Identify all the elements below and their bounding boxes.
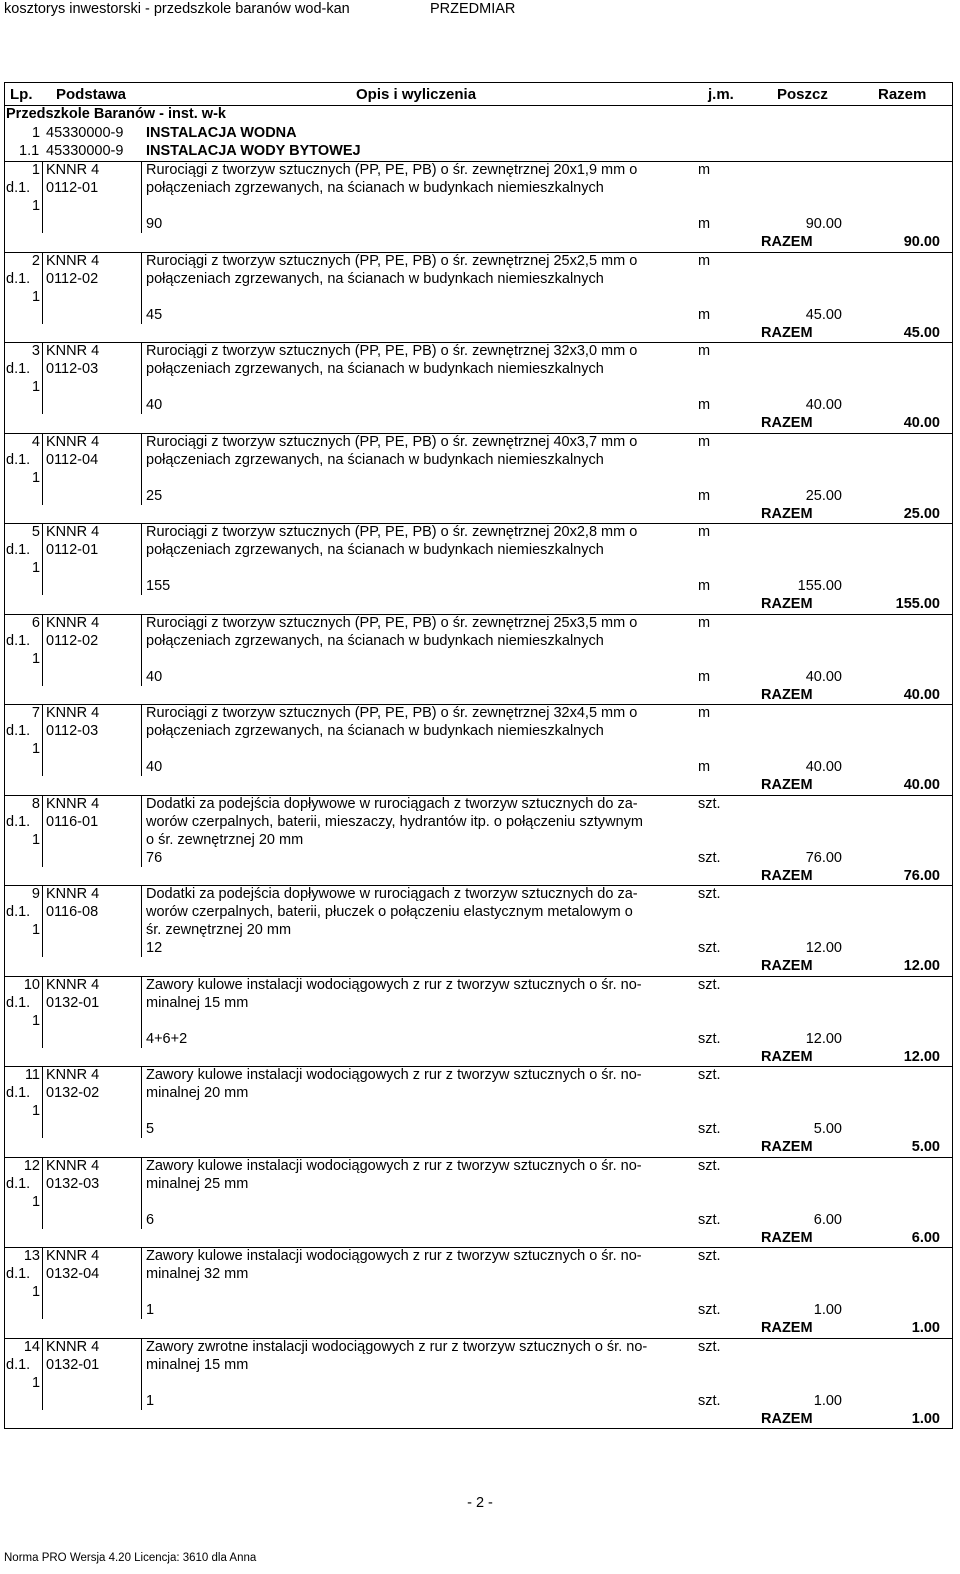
item-lp: 1: [31, 162, 40, 178]
item-unit: m: [698, 615, 711, 631]
item-code: 0116-08: [46, 904, 99, 920]
col-divider: [141, 523, 142, 595]
col-divider: [141, 1066, 142, 1138]
item-row: [4, 1158, 952, 1248]
item-calculation: 6: [146, 1212, 155, 1228]
item-code: 0112-03: [46, 723, 99, 739]
item-row: [4, 1339, 952, 1429]
item-catalog: KNNR 4: [46, 1067, 100, 1083]
item-description-line2: minalnej 15 mm: [146, 1357, 249, 1373]
item-description-line3: śr. zewnętrznej 20 mm: [146, 922, 292, 938]
item-unit: szt.: [698, 886, 721, 902]
razem-label: RAZEM: [761, 1230, 813, 1246]
col-jm: j.m.: [708, 86, 734, 103]
item-poszcz: 76.00: [805, 850, 842, 866]
item-catalog: KNNR 4: [46, 886, 100, 902]
item-unit: szt.: [698, 977, 721, 993]
item-calculation: 1: [146, 1393, 155, 1409]
item-unit: m: [698, 253, 711, 269]
item-d: d.1.: [6, 452, 31, 468]
col-divider: [42, 342, 43, 414]
col-divider: [141, 976, 142, 1048]
item-description-line2: połączeniach zgrzewanych, na ścianach w budynkach niemieszkalnych: [146, 723, 604, 739]
col-divider: [141, 342, 142, 414]
table-header: [4, 82, 952, 106]
col-divider: [141, 704, 142, 776]
col-divider: [42, 614, 43, 686]
razem-label: RAZEM: [761, 1139, 813, 1155]
item-description-line2: worów czerpalnych, baterii, płuczek o połączeniu elastycznym metalowym o: [146, 904, 633, 920]
item-description-line2: połączeniach zgrzewanych, na ścianach w budynkach niemieszkalnych: [146, 542, 604, 558]
item-row: [4, 434, 952, 524]
item-sub: 1: [32, 560, 41, 576]
item-d: d.1.: [6, 904, 31, 920]
item-sub: 1: [32, 379, 41, 395]
item-row: [4, 162, 952, 252]
item-row: [4, 705, 952, 795]
item-catalog: KNNR 4: [46, 1158, 100, 1174]
item-d: d.1.: [6, 723, 31, 739]
subchapter-name: INSTALACJA WODY BYTOWEJ: [146, 143, 361, 159]
item-calculation: 45: [146, 307, 163, 323]
col-divider: [42, 523, 43, 595]
item-razem: 40.00: [903, 777, 940, 793]
item-description-line1: Zawory kulowe instalacji wodociągowych z rur z tworzyw sztucznych o śr. no-: [146, 977, 642, 993]
razem-label: RAZEM: [761, 325, 813, 341]
item-razem: 12.00: [903, 1049, 940, 1065]
col-divider: [42, 1157, 43, 1229]
col-divider: [141, 1338, 142, 1410]
col-divider: [141, 433, 142, 505]
item-razem: 5.00: [911, 1139, 940, 1155]
subchapter-row: [4, 143, 952, 162]
item-description-line2: minalnej 32 mm: [146, 1266, 249, 1282]
item-description-line1: Rurociągi z tworzyw sztucznych (PP, PE, PB) o śr. zewnętrznej 20x1,9 mm o: [146, 162, 638, 178]
razem-label: RAZEM: [761, 1049, 813, 1065]
razem-label: RAZEM: [761, 1411, 813, 1427]
item-row: [4, 253, 952, 343]
item-row: [4, 1248, 952, 1338]
item-calculation: 40: [146, 397, 163, 413]
item-catalog: KNNR 4: [46, 615, 100, 631]
item-lp: 8: [31, 796, 40, 812]
chapter-number: 1: [32, 125, 41, 141]
razem-label: RAZEM: [761, 1320, 813, 1336]
item-code: 0132-01: [46, 1357, 100, 1373]
item-unit: m: [698, 162, 711, 178]
razem-label: RAZEM: [761, 506, 813, 522]
col-divider: [141, 614, 142, 686]
item-row: [4, 977, 952, 1067]
item-calc-unit: m: [698, 488, 711, 504]
item-unit: szt.: [698, 1248, 721, 1264]
col-lp: Lp.: [10, 86, 33, 103]
item-calculation: 40: [146, 669, 163, 685]
chapter-row: [4, 125, 952, 144]
razem-label: RAZEM: [761, 596, 813, 612]
item-catalog: KNNR 4: [46, 1248, 100, 1264]
col-divider: [42, 704, 43, 776]
item-code: 0112-01: [46, 542, 99, 558]
item-lp: 6: [31, 615, 40, 631]
item-description-line1: Rurociągi z tworzyw sztucznych (PP, PE, PB) o śr. zewnętrznej 40x3,7 mm o: [146, 434, 638, 450]
item-sub: 1: [32, 1284, 41, 1300]
item-calculation: 1: [146, 1302, 155, 1318]
item-description-line2: połączeniach zgrzewanych, na ścianach w budynkach niemieszkalnych: [146, 361, 604, 377]
item-code: 0132-03: [46, 1176, 100, 1192]
item-poszcz: 5.00: [813, 1121, 842, 1137]
item-calc-unit: szt.: [698, 1212, 721, 1228]
item-calc-unit: szt.: [698, 1302, 721, 1318]
item-d: d.1.: [6, 995, 31, 1011]
item-calculation: 76: [146, 850, 163, 866]
item-code: 0132-02: [46, 1085, 100, 1101]
item-code: 0132-04: [46, 1266, 100, 1282]
item-code: 0112-02: [46, 633, 99, 649]
item-catalog: KNNR 4: [46, 253, 100, 269]
item-code: 0116-01: [46, 814, 99, 830]
item-d: d.1.: [6, 633, 31, 649]
item-razem: 76.00: [903, 868, 940, 884]
col-razem: Razem: [878, 86, 927, 103]
page-number: - 2 -: [467, 1495, 493, 1511]
item-poszcz: 40.00: [805, 669, 842, 685]
col-divider: [42, 252, 43, 324]
item-calculation: 40: [146, 759, 163, 775]
item-code: 0132-01: [46, 995, 100, 1011]
item-calc-unit: szt.: [698, 1121, 721, 1137]
item-lp: 11: [24, 1067, 40, 1083]
item-description-line2: połączeniach zgrzewanych, na ścianach w budynkach niemieszkalnych: [146, 452, 604, 468]
item-sub: 1: [32, 741, 41, 757]
item-razem: 1.00: [911, 1320, 940, 1336]
item-calc-unit: szt.: [698, 940, 721, 956]
item-poszcz: 90.00: [805, 216, 842, 232]
item-calculation: 25: [146, 488, 163, 504]
item-description-line1: Zawory kulowe instalacji wodociągowych z rur z tworzyw sztucznych o śr. no-: [146, 1158, 642, 1174]
item-description-line1: Zawory kulowe instalacji wodociągowych z rur z tworzyw sztucznych o śr. no-: [146, 1067, 642, 1083]
item-poszcz: 6.00: [813, 1212, 842, 1228]
col-poszcz: Poszcz: [777, 86, 828, 103]
item-description-line2: minalnej 20 mm: [146, 1085, 249, 1101]
item-poszcz: 1.00: [813, 1302, 842, 1318]
item-row: [4, 796, 952, 886]
item-description-line1: Rurociągi z tworzyw sztucznych (PP, PE, PB) o śr. zewnętrznej 32x4,5 mm o: [146, 705, 638, 721]
item-code: 0112-04: [46, 452, 99, 468]
col-divider: [42, 795, 43, 867]
item-catalog: KNNR 4: [46, 1339, 100, 1355]
item-code: 0112-02: [46, 271, 99, 287]
item-sub: 1: [32, 1103, 41, 1119]
item-description-line1: Zawory zwrotne instalacji wodociągowych z rur z tworzyw sztucznych o śr. no-: [146, 1339, 648, 1355]
item-calculation: 4+6+2: [146, 1031, 188, 1047]
item-catalog: KNNR 4: [46, 796, 100, 812]
item-unit: szt.: [698, 1158, 721, 1174]
item-lp: 9: [31, 886, 40, 902]
item-sub: 1: [32, 1194, 41, 1210]
item-catalog: KNNR 4: [46, 343, 100, 359]
col-divider: [42, 1338, 43, 1410]
item-row: [4, 615, 952, 705]
razem-label: RAZEM: [761, 687, 813, 703]
software-footer: Norma PRO Wersja 4.20 Licencja: 3610 dla Anna: [4, 1552, 257, 1564]
item-description-line2: połączeniach zgrzewanych, na ścianach w budynkach niemieszkalnych: [146, 271, 604, 287]
col-divider: [42, 161, 43, 233]
item-d: d.1.: [6, 1085, 31, 1101]
item-unit: szt.: [698, 1339, 721, 1355]
item-code: 0112-01: [46, 180, 99, 196]
table-bottom-border: [4, 1428, 952, 1429]
item-calc-unit: szt.: [698, 1393, 721, 1409]
item-calculation: 155: [146, 578, 171, 594]
item-sub: 1: [32, 289, 41, 305]
item-row: [4, 524, 952, 614]
table-right-border: [952, 82, 953, 1429]
item-unit: m: [698, 524, 711, 540]
item-row: [4, 1067, 952, 1157]
item-d: d.1.: [6, 1266, 31, 1282]
item-code: 0112-03: [46, 361, 99, 377]
item-lp: 14: [23, 1339, 40, 1355]
item-calc-unit: szt.: [698, 850, 721, 866]
subchapter-number: 1.1: [19, 143, 40, 159]
document-title: kosztorys inwestorski - przedszkole baranów wod-kan: [4, 1, 350, 17]
item-poszcz: 45.00: [805, 307, 842, 323]
razem-label: RAZEM: [761, 777, 813, 793]
razem-label: RAZEM: [761, 234, 813, 250]
item-razem: 45.00: [903, 325, 940, 341]
item-calc-unit: m: [698, 669, 711, 685]
razem-label: RAZEM: [761, 958, 813, 974]
item-row: [4, 886, 952, 976]
col-divider: [42, 1066, 43, 1138]
subchapter-code: 45330000-9: [46, 143, 124, 159]
item-d: d.1.: [6, 542, 31, 558]
page-header: [0, 0, 960, 18]
item-unit: szt.: [698, 1067, 721, 1083]
item-d: d.1.: [6, 180, 31, 196]
item-calc-unit: m: [698, 759, 711, 775]
item-description-line1: Rurociągi z tworzyw sztucznych (PP, PE, PB) o śr. zewnętrznej 20x2,8 mm o: [146, 524, 638, 540]
item-lp: 10: [23, 977, 40, 993]
col-divider: [141, 161, 142, 233]
item-lp: 2: [31, 253, 40, 269]
item-calc-unit: szt.: [698, 1031, 721, 1047]
col-divider: [42, 433, 43, 505]
item-calc-unit: m: [698, 578, 711, 594]
item-catalog: KNNR 4: [46, 524, 100, 540]
item-d: d.1.: [6, 814, 31, 830]
item-razem: 90.00: [903, 234, 940, 250]
section-title-row: [4, 106, 952, 125]
col-divider: [141, 795, 142, 867]
item-description-line2: minalnej 25 mm: [146, 1176, 249, 1192]
item-lp: 3: [31, 343, 40, 359]
item-razem: 40.00: [903, 415, 940, 431]
item-poszcz: 40.00: [805, 397, 842, 413]
item-catalog: KNNR 4: [46, 705, 100, 721]
item-unit: m: [698, 434, 711, 450]
item-sub: 1: [32, 922, 41, 938]
item-poszcz: 12.00: [805, 940, 842, 956]
item-poszcz: 40.00: [805, 759, 842, 775]
item-calculation: 90: [146, 216, 163, 232]
col-podstawa: Podstawa: [56, 86, 127, 103]
item-calculation: 5: [146, 1121, 155, 1137]
item-calc-unit: m: [698, 397, 711, 413]
item-sub: 1: [32, 1375, 41, 1391]
col-divider: [141, 1157, 142, 1229]
item-lp: 5: [31, 524, 40, 540]
item-calculation: 12: [146, 940, 163, 956]
item-catalog: KNNR 4: [46, 162, 100, 178]
col-divider: [141, 1247, 142, 1319]
item-description-line1: Rurociągi z tworzyw sztucznych (PP, PE, PB) o śr. zewnętrznej 32x3,0 mm o: [146, 343, 638, 359]
item-razem: 1.00: [911, 1411, 940, 1427]
item-description-line2: połączeniach zgrzewanych, na ścianach w budynkach niemieszkalnych: [146, 633, 604, 649]
col-opis: Opis i wyliczenia: [356, 86, 477, 103]
item-unit: szt.: [698, 796, 721, 812]
item-row: [4, 343, 952, 433]
col-divider: [42, 1247, 43, 1319]
item-description-line1: Dodatki za podejścia dopływowe w rurociągach z tworzyw sztucznych do za-: [146, 796, 638, 812]
item-calc-unit: m: [698, 216, 711, 232]
item-razem: 6.00: [911, 1230, 940, 1246]
item-d: d.1.: [6, 1176, 31, 1192]
item-catalog: KNNR 4: [46, 434, 100, 450]
item-d: d.1.: [6, 1357, 31, 1373]
item-unit: m: [698, 343, 711, 359]
item-lp: 4: [31, 434, 40, 450]
item-unit: m: [698, 705, 711, 721]
item-description-line2: połączeniach zgrzewanych, na ścianach w budynkach niemieszkalnych: [146, 180, 604, 196]
document-type: PRZEDMIAR: [430, 1, 516, 17]
chapter-name: INSTALACJA WODNA: [146, 125, 297, 141]
item-calc-unit: m: [698, 307, 711, 323]
razem-label: RAZEM: [761, 415, 813, 431]
item-sub: 1: [32, 651, 41, 667]
col-divider: [42, 885, 43, 957]
item-razem: 155.00: [895, 596, 940, 612]
item-description-line1: Dodatki za podejścia dopływowe w rurociągach z tworzyw sztucznych do za-: [146, 886, 638, 902]
item-lp: 12: [23, 1158, 40, 1174]
item-description-line1: Rurociągi z tworzyw sztucznych (PP, PE, PB) o śr. zewnętrznej 25x2,5 mm o: [146, 253, 638, 269]
item-razem: 12.00: [903, 958, 940, 974]
item-description-line1: Rurociągi z tworzyw sztucznych (PP, PE, PB) o śr. zewnętrznej 25x3,5 mm o: [146, 615, 638, 631]
item-razem: 40.00: [903, 687, 940, 703]
item-lp: 7: [31, 705, 40, 721]
item-sub: 1: [32, 198, 41, 214]
item-catalog: KNNR 4: [46, 977, 100, 993]
razem-label: RAZEM: [761, 868, 813, 884]
item-description-line3: o śr. zewnętrznej 20 mm: [146, 832, 304, 848]
item-poszcz: 12.00: [805, 1031, 842, 1047]
section-title: Przedszkole Baranów - inst. w-k: [6, 106, 226, 122]
item-poszcz: 1.00: [813, 1393, 842, 1409]
item-poszcz: 25.00: [805, 488, 842, 504]
item-description-line2: worów czerpalnych, baterii, mieszaczy, hydrantów itp. o połączeniu sztywnym: [146, 814, 643, 830]
item-d: d.1.: [6, 361, 31, 377]
col-divider: [141, 885, 142, 957]
item-description-line2: minalnej 15 mm: [146, 995, 249, 1011]
item-description-line1: Zawory kulowe instalacji wodociągowych z rur z tworzyw sztucznych o śr. no-: [146, 1248, 642, 1264]
chapter-code: 45330000-9: [46, 125, 124, 141]
item-poszcz: 155.00: [797, 578, 842, 594]
table-left-border: [4, 82, 5, 1429]
col-divider: [42, 976, 43, 1048]
item-sub: 1: [32, 470, 41, 486]
item-d: d.1.: [6, 271, 31, 287]
item-sub: 1: [32, 1013, 41, 1029]
item-sub: 1: [32, 832, 41, 848]
item-razem: 25.00: [903, 506, 940, 522]
col-divider: [141, 252, 142, 324]
item-lp: 13: [23, 1248, 40, 1264]
